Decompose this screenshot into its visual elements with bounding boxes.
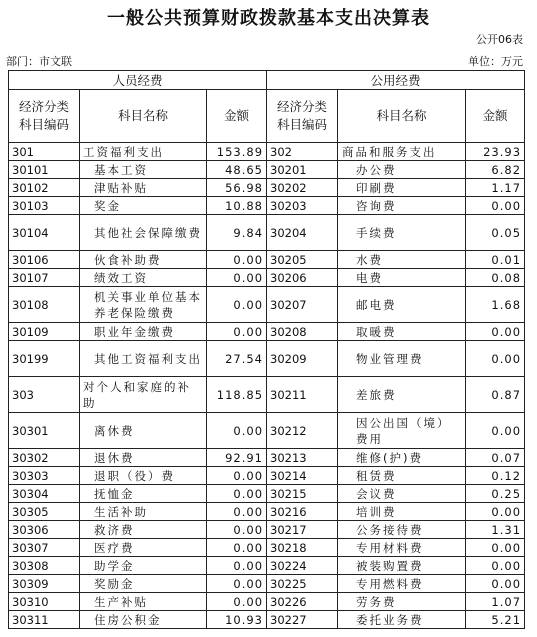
amount-cell: 0.00: [207, 251, 267, 269]
code-cell-2: 30201: [267, 161, 338, 179]
amount-cell-2: 5.21: [466, 611, 525, 629]
amount-cell: 0.00: [207, 323, 267, 341]
code-cell: 30309: [9, 575, 80, 593]
amount-cell: 10.93: [207, 611, 267, 629]
code-cell-2: 30218: [267, 539, 338, 557]
amount-cell-2: 0.00: [466, 557, 525, 575]
name-cell: 救济费: [80, 521, 207, 539]
code-cell-2: 30215: [267, 485, 338, 503]
header-code-2: [267, 90, 338, 143]
name-cell: 退职（役）费: [80, 467, 207, 485]
table-row: [9, 557, 525, 575]
amount-cell: 0.00: [207, 485, 267, 503]
page-title: 一般公共预算财政拨款基本支出决算表: [107, 8, 430, 29]
code-cell: 30199: [9, 341, 80, 377]
amount-cell: 0.00: [207, 269, 267, 287]
name-cell-2: 取暖费: [338, 323, 466, 341]
amount-cell-2: 1.07: [466, 593, 525, 611]
table-row: [9, 197, 525, 215]
name-cell-2: 因公出国（境）费用: [338, 413, 466, 449]
header-code-line1: 经济分类: [18, 99, 69, 114]
expenditure-table: [8, 70, 525, 629]
name-cell: 机关事业单位基本养老保险缴费: [80, 287, 207, 323]
code-cell: 30304: [9, 485, 80, 503]
amount-cell: 118.85: [207, 377, 267, 413]
amount-cell-2: 0.12: [466, 467, 525, 485]
code-cell: 303: [9, 377, 80, 413]
name-cell: 助学金: [80, 557, 207, 575]
name-cell-2: 邮电费: [338, 287, 466, 323]
name-cell: 津贴补贴: [80, 179, 207, 197]
amount-cell-2: 6.82: [466, 161, 525, 179]
amount-cell-2: 0.05: [466, 215, 525, 251]
name-cell-2: 差旅费: [338, 377, 466, 413]
name-cell-2: 培训费: [338, 503, 466, 521]
code-cell-2: 30212: [267, 413, 338, 449]
name-cell: 绩效工资: [80, 269, 207, 287]
table-row: [9, 143, 525, 161]
amount-cell: 153.89: [207, 143, 267, 161]
table-row: [9, 413, 525, 449]
name-cell: 住房公积金: [80, 611, 207, 629]
name-cell: 抚恤金: [80, 485, 207, 503]
code-cell-2: 30206: [267, 269, 338, 287]
name-cell: 伙食补助费: [80, 251, 207, 269]
amount-cell-2: 0.00: [466, 341, 525, 377]
amount-cell-2: 0.00: [466, 197, 525, 215]
amount-cell: 9.84: [207, 215, 267, 251]
name-cell-2: 水费: [338, 251, 466, 269]
amount-cell-2: 0.00: [466, 413, 525, 449]
amount-cell: 0.00: [207, 593, 267, 611]
amount-cell: 0.00: [207, 539, 267, 557]
name-cell: 医疗费: [80, 539, 207, 557]
name-cell-2: 劳务费: [338, 593, 466, 611]
code-cell-2: 30226: [267, 593, 338, 611]
code-cell-2: 30227: [267, 611, 338, 629]
code-cell: 30107: [9, 269, 80, 287]
amount-cell: 0.00: [207, 503, 267, 521]
table-row: [9, 539, 525, 557]
table-row: [9, 341, 525, 377]
name-cell-2: 会议费: [338, 485, 466, 503]
name-cell-2: 被装购置费: [338, 557, 466, 575]
code-cell: 30303: [9, 467, 80, 485]
name-cell-2: 公务接待费: [338, 521, 466, 539]
code-cell: 30103: [9, 197, 80, 215]
section-public-header: 公用经费: [267, 71, 525, 90]
name-cell-2: 物业管理费: [338, 341, 466, 377]
code-cell-2: 30207: [267, 287, 338, 323]
amount-cell-2: 0.07: [466, 449, 525, 467]
header-code-line2: 科目编码: [18, 117, 69, 132]
code-cell: 30108: [9, 287, 80, 323]
code-cell-2: 30209: [267, 341, 338, 377]
amount-cell: 0.00: [207, 287, 267, 323]
amount-cell: 92.91: [207, 449, 267, 467]
amount-cell: 0.00: [207, 467, 267, 485]
amount-cell-2: 0.87: [466, 377, 525, 413]
code-cell-2: 30225: [267, 575, 338, 593]
amount-cell-2: 0.08: [466, 269, 525, 287]
name-cell: 基本工资: [80, 161, 207, 179]
table-row: [9, 251, 525, 269]
code-cell: 30104: [9, 215, 80, 251]
code-cell-2: 30205: [267, 251, 338, 269]
table-row: [9, 449, 525, 467]
amount-cell-2: 0.25: [466, 485, 525, 503]
name-cell: 职业年金缴费: [80, 323, 207, 341]
code-cell: 30109: [9, 323, 80, 341]
amount-cell: 48.65: [207, 161, 267, 179]
name-cell-2: 专用材料费: [338, 539, 466, 557]
table-row: [9, 521, 525, 539]
code-cell: 30310: [9, 593, 80, 611]
amount-cell: 27.54: [207, 341, 267, 377]
name-cell-2: 商品和服务支出: [338, 143, 466, 161]
name-cell-2: 专用燃料费: [338, 575, 466, 593]
table-row: [9, 161, 525, 179]
amount-cell: 0.00: [207, 413, 267, 449]
code-cell: 301: [9, 143, 80, 161]
name-cell-2: 印刷费: [338, 179, 466, 197]
header-amount-2: 金额: [466, 90, 525, 143]
table-row: [9, 287, 525, 323]
header-code: [9, 90, 80, 143]
table-code: 公开06表: [476, 33, 523, 46]
table-row: [9, 611, 525, 629]
name-cell: 生产补贴: [80, 593, 207, 611]
amount-cell: 10.88: [207, 197, 267, 215]
department-label: 部门：市文联: [6, 55, 72, 68]
header-name-2: 科目名称: [338, 90, 466, 143]
amount-cell-2: 0.00: [466, 539, 525, 557]
name-cell-2: 租赁费: [338, 467, 466, 485]
amount-cell-2: 0.00: [466, 503, 525, 521]
code-cell-2: 30214: [267, 467, 338, 485]
code-cell-2: 30217: [267, 521, 338, 539]
table-row: [9, 323, 525, 341]
amount-cell-2: 0.00: [466, 323, 525, 341]
table-row: [9, 215, 525, 251]
table-row: [9, 377, 525, 413]
table-row: [9, 467, 525, 485]
code-cell: 30305: [9, 503, 80, 521]
amount-cell-2: 0.00: [466, 575, 525, 593]
name-cell: 其他工资福利支出: [80, 341, 207, 377]
unit-label: 单位：万元: [468, 55, 523, 68]
amount-cell: 0.00: [207, 557, 267, 575]
amount-cell-2: 0.01: [466, 251, 525, 269]
name-cell: 工资福利支出: [80, 143, 207, 161]
amount-cell: 56.98: [207, 179, 267, 197]
amount-cell: 0.00: [207, 575, 267, 593]
code-cell: 30311: [9, 611, 80, 629]
name-cell: 对个人和家庭的补助: [80, 377, 207, 413]
code-cell-2: 30211: [267, 377, 338, 413]
code-cell: 30106: [9, 251, 80, 269]
name-cell-2: 办公费: [338, 161, 466, 179]
name-cell: 生活补助: [80, 503, 207, 521]
code-cell: 30302: [9, 449, 80, 467]
code-cell: 30102: [9, 179, 80, 197]
name-cell-2: 电费: [338, 269, 466, 287]
name-cell: 退休费: [80, 449, 207, 467]
header-name: 科目名称: [80, 90, 207, 143]
code-cell: 30308: [9, 557, 80, 575]
header-code-2-line2: 科目编码: [277, 117, 328, 132]
table-row: [9, 593, 525, 611]
code-cell-2: 30213: [267, 449, 338, 467]
code-cell-2: 30204: [267, 215, 338, 251]
code-cell-2: 30208: [267, 323, 338, 341]
code-cell-2: 302: [267, 143, 338, 161]
header-code-2-line1: 经济分类: [277, 99, 328, 114]
table-row: [9, 485, 525, 503]
table-row: [9, 575, 525, 593]
amount-cell-2: 1.31: [466, 521, 525, 539]
amount-cell-2: 1.17: [466, 179, 525, 197]
code-cell-2: 30216: [267, 503, 338, 521]
section-personnel-header: 人员经费: [9, 71, 267, 90]
amount-cell-2: 1.68: [466, 287, 525, 323]
code-cell-2: 30202: [267, 179, 338, 197]
code-cell: 30301: [9, 413, 80, 449]
name-cell-2: 维修(护)费: [338, 449, 466, 467]
name-cell: 奖励金: [80, 575, 207, 593]
code-cell-2: 30224: [267, 557, 338, 575]
name-cell: 奖金: [80, 197, 207, 215]
code-cell: 30307: [9, 539, 80, 557]
name-cell-2: 咨询费: [338, 197, 466, 215]
name-cell: 其他社会保障缴费: [80, 215, 207, 251]
amount-cell: 0.00: [207, 521, 267, 539]
code-cell: 30101: [9, 161, 80, 179]
code-cell: 30306: [9, 521, 80, 539]
table-row: [9, 503, 525, 521]
header-amount: 金额: [207, 90, 267, 143]
amount-cell-2: 23.93: [466, 143, 525, 161]
table-row: [9, 179, 525, 197]
code-cell-2: 30203: [267, 197, 338, 215]
name-cell: 离休费: [80, 413, 207, 449]
name-cell-2: 手续费: [338, 215, 466, 251]
name-cell-2: 委托业务费: [338, 611, 466, 629]
table-row: [9, 269, 525, 287]
